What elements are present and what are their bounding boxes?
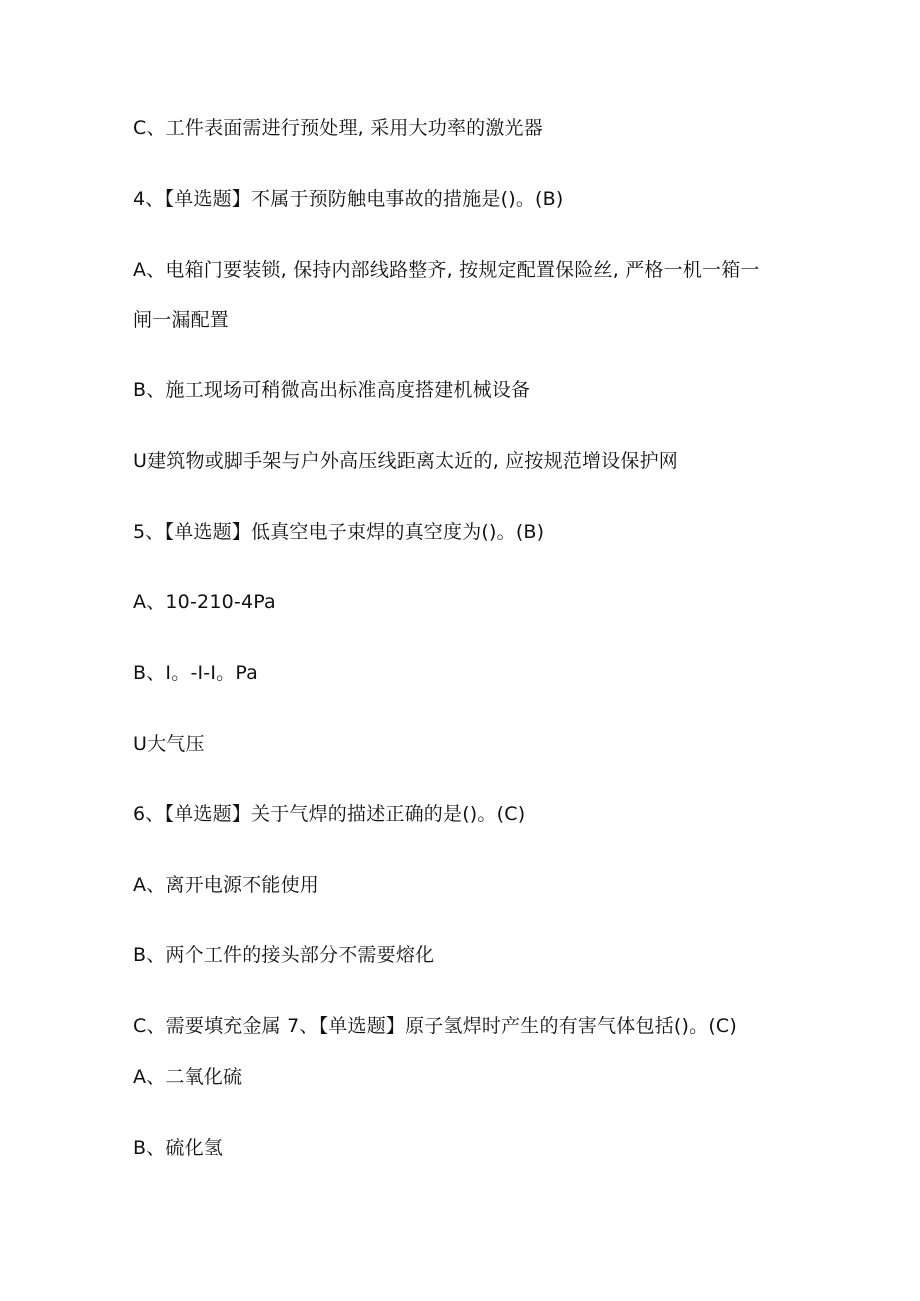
question-6: 6、【单选题】关于气焊的描述正确的是()。(C) xyxy=(133,803,526,825)
option-c-q5: U大气压 xyxy=(133,733,205,755)
option-b-q7: B、硫化氢 xyxy=(133,1137,224,1159)
option-b-q5: B、I。-I-I。Pa xyxy=(133,662,259,684)
option-c-q6-and-question-7: C、需要填充金属 7、【单选题】原子氢焊时产生的有害气体包括()。(C) xyxy=(133,1015,738,1037)
option-a-q6: A、离开电源不能使用 xyxy=(133,874,319,896)
option-c-q3: C、工件表面需进行预处理, 采用大功率的激光器 xyxy=(133,117,543,139)
question-4: 4、【单选题】不属于预防触电事故的措施是()。(B) xyxy=(133,188,564,210)
option-a-q4: A、电箱门要装锁, 保持内部线路整齐, 按规定配置保险丝, 严格一机一箱一 xyxy=(133,259,760,281)
option-b-q6: B、两个工件的接头部分不需要熔化 xyxy=(133,944,435,966)
option-a-q7: A、二氧化硫 xyxy=(133,1066,243,1088)
option-a-q5: A、10-210-4Pa xyxy=(133,591,276,613)
option-a-q4-continued: 闸一漏配置 xyxy=(133,309,230,331)
question-5: 5、【单选题】低真空电子束焊的真空度为()。(B) xyxy=(133,521,545,543)
option-c-q4: U建筑物或脚手架与户外高压线距离太近的, 应按规范增设保护网 xyxy=(133,450,678,472)
option-b-q4: B、施工现场可稍微高出标准高度搭建机械设备 xyxy=(133,379,531,401)
